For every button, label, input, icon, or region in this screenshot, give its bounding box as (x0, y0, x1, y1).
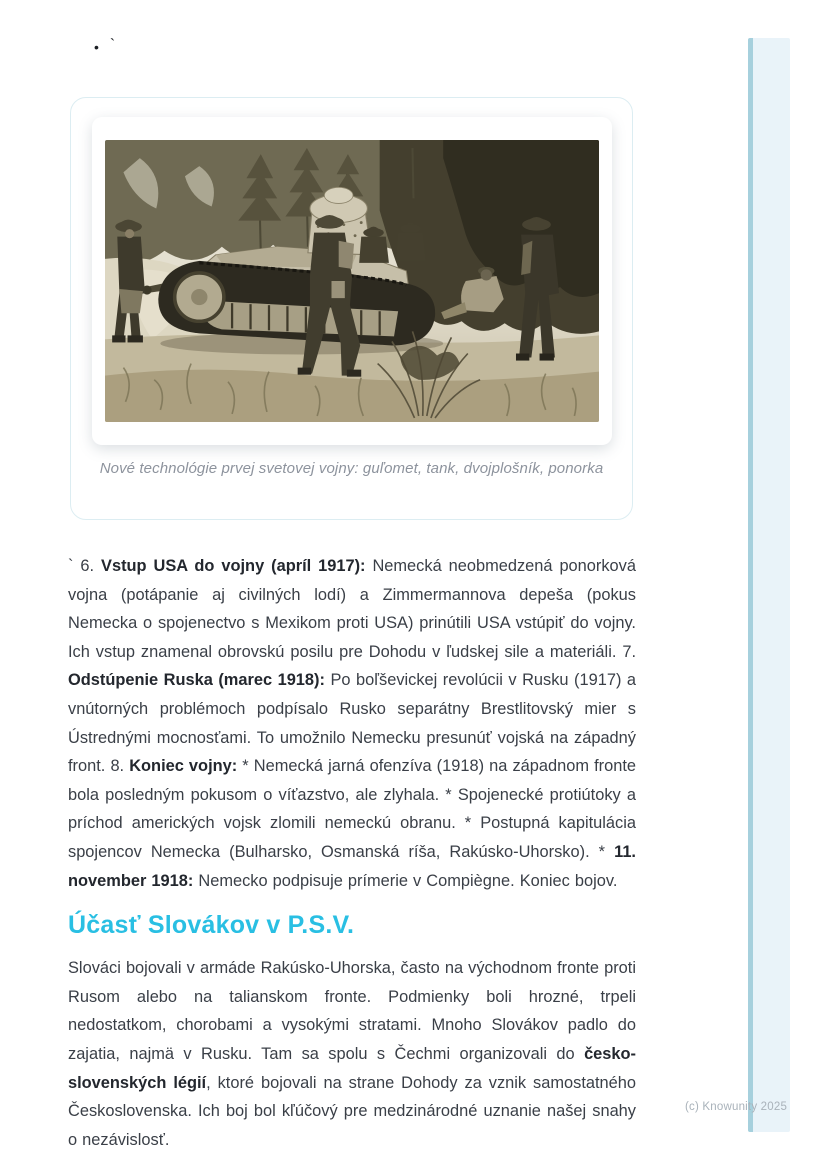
article-body (68, 552, 636, 1154)
paragraph-slovaks: Slováci bojovali v armáde Rakúsko-Uhorska, často na východnom fronte proti Rusom alebo na talianskom fronte. Podmienky boli hrozné, trpeli nedostatkom, chorobami a vysokými stratami. Mnoho Slovákov padlo do zajatia, najmä v Rusku. Tam sa spolu s Čechmi organizovali do česko-slovenských légií, ktoré bojovali na strane Dohody za vznik samostatného Československa. Ich boj bol kľúčový pre medzinárodné uznanie našej snahy o nezávislosť. (68, 959, 636, 1149)
paragraph-ww1-events: ` 6. Vstup USA do vojny (apríl 1917): Nemecká neobmedzená ponorková vojna (potápanie aj civilných lodí) a Zimmermannova depeša (pokus Nemecka o spojenectvo s Mexikom proti USA) prinútili USA vstúpiť do vojny. Ich vstup znamenal obrovskú posilu pre Dohodu v ľudskej sile a materiáli. 7. Odstúpenie Ruska (marec 1918): Po boľševickej revolúcii v Rusku (1917) a vnútorných problémoch podpísalo Rusko separátny Brestlitovský mier s Ústrednými mocnosťami. To umožnilo Nemecku presunúť vojská na západný front. 8. Koniec vojny: * Nemecká jarná ofenzíva (1918) na západnom fronte bola posledným pokusom o víťazstvo, ale zlyhala. * Spojenecké protiútoky a príchod amerických vojsk zlomili nemeckú obranu. * Postupná kapitulácia spojencov Nemecka (Bulharsko, Osmanská ríša, Rakúsko-Uhorsko). * 11. november 1918: Nemecko podpisuje prímerie v Compiègne. Koniec bojov. (68, 557, 637, 890)
list-item-text: ` (109, 37, 116, 54)
figure-caption: Nové technológie prvej svetovej vojny: guľomet, tank, dvojplošník, ponorka (99, 460, 604, 477)
list-item (94, 36, 115, 58)
figure-card (70, 97, 633, 520)
bullet-dot-icon: • (94, 39, 99, 55)
wwi-tank-photo (105, 140, 599, 422)
photo-frame (92, 117, 612, 445)
section-heading: Účasť Slovákov v P.S.V. (68, 911, 355, 940)
copyright-watermark: (c) Knowunity 2025 (685, 1101, 788, 1113)
page-edge-bar (748, 38, 790, 1132)
